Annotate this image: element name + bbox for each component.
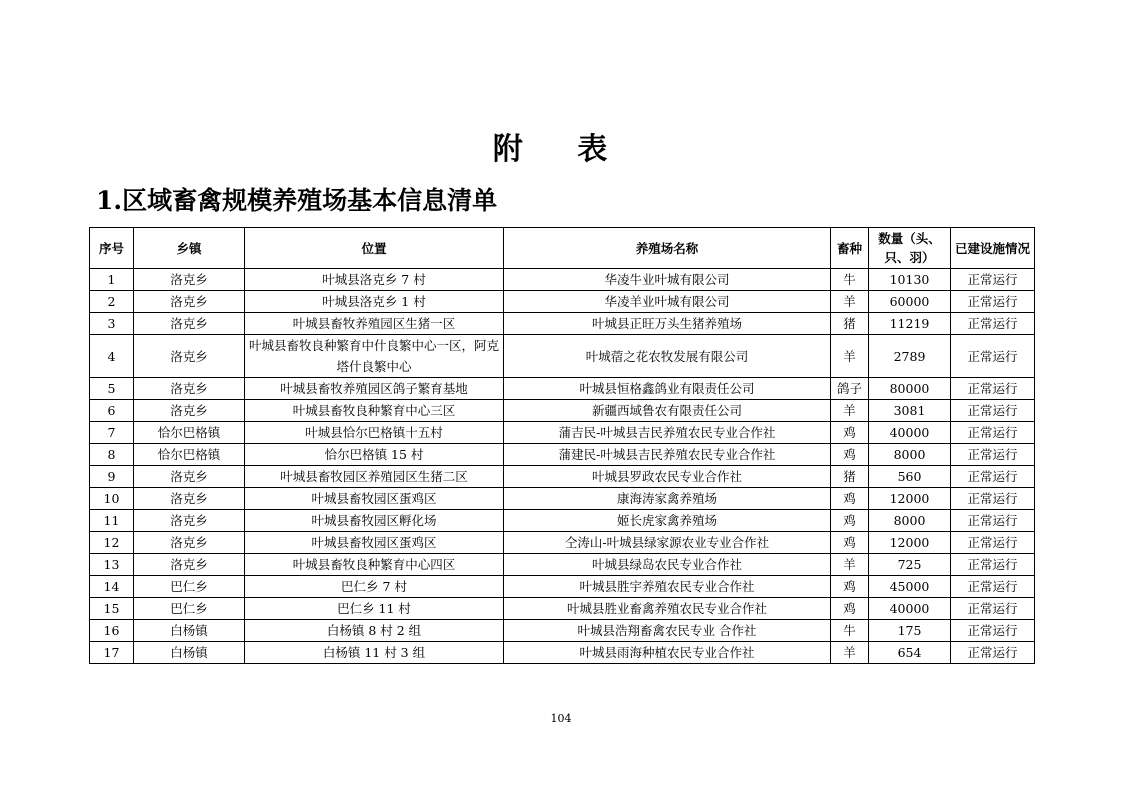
cell-status: 正常运行 (951, 598, 1035, 620)
cell-status: 正常运行 (951, 335, 1035, 378)
cell-location: 叶城县畜牧养殖园区生猪一区 (245, 313, 504, 335)
cell-species: 鸡 (831, 488, 869, 510)
cell-qty: 175 (869, 620, 951, 642)
header-status: 已建设施情况 (951, 228, 1035, 269)
cell-town: 洛克乡 (134, 554, 245, 576)
table-row (90, 269, 1035, 291)
cell-farm: 叶城县绿岛农民专业合作社 (504, 554, 831, 576)
cell-qty: 80000 (869, 378, 951, 400)
cell-species: 牛 (831, 269, 869, 291)
table-row (90, 598, 1035, 620)
cell-species: 猪 (831, 313, 869, 335)
cell-species: 鸡 (831, 532, 869, 554)
table-row (90, 576, 1035, 598)
cell-qty: 40000 (869, 598, 951, 620)
cell-location: 叶城县洛克乡 1 村 (245, 291, 504, 313)
cell-farm: 叶城县浩翔畜禽农民专业 合作社 (504, 620, 831, 642)
cell-status: 正常运行 (951, 422, 1035, 444)
cell-town: 洛克乡 (134, 335, 245, 378)
header-species: 畜种 (831, 228, 869, 269)
cell-qty: 12000 (869, 532, 951, 554)
header-farm: 养殖场名称 (504, 228, 831, 269)
cell-seq: 15 (90, 598, 134, 620)
table-row (90, 444, 1035, 466)
cell-qty: 40000 (869, 422, 951, 444)
cell-qty: 60000 (869, 291, 951, 313)
table-row (90, 422, 1035, 444)
cell-species: 牛 (831, 620, 869, 642)
cell-status: 正常运行 (951, 488, 1035, 510)
cell-town: 洛克乡 (134, 269, 245, 291)
cell-qty: 654 (869, 642, 951, 664)
cell-qty: 2789 (869, 335, 951, 378)
cell-qty: 8000 (869, 444, 951, 466)
table-row (90, 554, 1035, 576)
cell-status: 正常运行 (951, 510, 1035, 532)
cell-seq: 17 (90, 642, 134, 664)
cell-species: 羊 (831, 335, 869, 378)
cell-seq: 10 (90, 488, 134, 510)
cell-town: 洛克乡 (134, 510, 245, 532)
table-row (90, 620, 1035, 642)
cell-seq: 9 (90, 466, 134, 488)
cell-farm: 叶城蓿之花农牧发展有限公司 (504, 335, 831, 378)
cell-qty: 8000 (869, 510, 951, 532)
cell-farm: 华凌牛业叶城有限公司 (504, 269, 831, 291)
cell-location: 叶城县畜牧良种繁育中什良繁中心一区，阿克塔什良繁中心 (245, 335, 504, 378)
cell-location: 恰尔巴格镇 15 村 (245, 444, 504, 466)
header-seq: 序号 (90, 228, 134, 269)
cell-town: 洛克乡 (134, 313, 245, 335)
cell-species: 鸡 (831, 510, 869, 532)
cell-farm: 叶城县正旺万头生猪养殖场 (504, 313, 831, 335)
cell-qty: 11219 (869, 313, 951, 335)
cell-town: 洛克乡 (134, 291, 245, 313)
cell-seq: 3 (90, 313, 134, 335)
cell-species: 羊 (831, 400, 869, 422)
cell-location: 叶城县畜牧养殖园区鸽子繁育基地 (245, 378, 504, 400)
cell-status: 正常运行 (951, 642, 1035, 664)
cell-town: 恰尔巴格镇 (134, 422, 245, 444)
cell-farm: 华凌羊业叶城有限公司 (504, 291, 831, 313)
cell-seq: 7 (90, 422, 134, 444)
cell-species: 鸡 (831, 444, 869, 466)
table-row (90, 400, 1035, 422)
cell-status: 正常运行 (951, 378, 1035, 400)
cell-location: 叶城县畜牧园区蛋鸡区 (245, 488, 504, 510)
cell-qty: 12000 (869, 488, 951, 510)
cell-farm: 叶城县雨海种植农民专业合作社 (504, 642, 831, 664)
cell-qty: 560 (869, 466, 951, 488)
cell-town: 巴仁乡 (134, 576, 245, 598)
cell-location: 叶城县恰尔巴格镇十五村 (245, 422, 504, 444)
table-row (90, 466, 1035, 488)
cell-seq: 4 (90, 335, 134, 378)
cell-seq: 12 (90, 532, 134, 554)
cell-farm: 康海涛家禽养殖场 (504, 488, 831, 510)
cell-farm: 仝涛山-叶城县绿家源农业专业合作社 (504, 532, 831, 554)
page-heading: 附 表 (492, 132, 630, 167)
cell-status: 正常运行 (951, 444, 1035, 466)
cell-species: 猪 (831, 466, 869, 488)
cell-seq: 11 (90, 510, 134, 532)
table-row (90, 291, 1035, 313)
cell-seq: 1 (90, 269, 134, 291)
table-row (90, 335, 1035, 378)
cell-seq: 8 (90, 444, 134, 466)
table-row (90, 510, 1035, 532)
cell-farm: 新疆西域鲁农有限责任公司 (504, 400, 831, 422)
cell-species: 鸡 (831, 576, 869, 598)
cell-location: 叶城县畜牧良种繁育中心四区 (245, 554, 504, 576)
cell-location: 巴仁乡 11 村 (245, 598, 504, 620)
cell-seq: 2 (90, 291, 134, 313)
cell-qty: 3081 (869, 400, 951, 422)
cell-seq: 16 (90, 620, 134, 642)
farm-table (89, 227, 1035, 664)
cell-location: 白杨镇 8 村 2 组 (245, 620, 504, 642)
table-row (90, 378, 1035, 400)
cell-farm: 叶城县胜业畜禽养殖农民专业合作社 (504, 598, 831, 620)
cell-farm: 蒲吉民-叶城县吉民养殖农民专业合作社 (504, 422, 831, 444)
cell-status: 正常运行 (951, 466, 1035, 488)
cell-seq: 13 (90, 554, 134, 576)
header-qty: 数量（头、只、羽） (869, 228, 951, 269)
cell-status: 正常运行 (951, 269, 1035, 291)
cell-status: 正常运行 (951, 554, 1035, 576)
table-row (90, 313, 1035, 335)
cell-qty: 45000 (869, 576, 951, 598)
cell-status: 正常运行 (951, 400, 1035, 422)
cell-town: 白杨镇 (134, 642, 245, 664)
cell-town: 恰尔巴格镇 (134, 444, 245, 466)
cell-town: 洛克乡 (134, 400, 245, 422)
cell-qty: 725 (869, 554, 951, 576)
cell-species: 鸡 (831, 598, 869, 620)
cell-location: 白杨镇 11 村 3 组 (245, 642, 504, 664)
cell-location: 叶城县畜牧良种繁育中心三区 (245, 400, 504, 422)
table-row (90, 532, 1035, 554)
cell-farm: 叶城县胜宇养殖农民专业合作社 (504, 576, 831, 598)
cell-status: 正常运行 (951, 291, 1035, 313)
cell-town: 洛克乡 (134, 466, 245, 488)
cell-status: 正常运行 (951, 313, 1035, 335)
cell-town: 洛克乡 (134, 378, 245, 400)
cell-status: 正常运行 (951, 620, 1035, 642)
cell-location: 叶城县畜牧园区养殖园区生猪二区 (245, 466, 504, 488)
cell-species: 羊 (831, 642, 869, 664)
cell-farm: 叶城县恒格鑫鸽业有限责任公司 (504, 378, 831, 400)
cell-status: 正常运行 (951, 532, 1035, 554)
cell-species: 羊 (831, 554, 869, 576)
cell-seq: 6 (90, 400, 134, 422)
cell-species: 羊 (831, 291, 869, 313)
cell-town: 洛克乡 (134, 488, 245, 510)
cell-species: 鸽子 (831, 378, 869, 400)
section-title: 1.区域畜禽规模养殖场基本信息清单 (96, 186, 498, 215)
cell-farm: 姬长虎家禽养殖场 (504, 510, 831, 532)
table-header-row (90, 228, 1035, 269)
cell-location: 叶城县洛克乡 7 村 (245, 269, 504, 291)
header-location: 位置 (245, 228, 504, 269)
cell-town: 洛克乡 (134, 532, 245, 554)
cell-species: 鸡 (831, 422, 869, 444)
cell-location: 叶城县畜牧园区孵化场 (245, 510, 504, 532)
cell-qty: 10130 (869, 269, 951, 291)
cell-farm: 叶城县罗政农民专业合作社 (504, 466, 831, 488)
table-row (90, 488, 1035, 510)
cell-town: 白杨镇 (134, 620, 245, 642)
cell-status: 正常运行 (951, 576, 1035, 598)
cell-farm: 蒲建民-叶城县吉民养殖农民专业合作社 (504, 444, 831, 466)
cell-town: 巴仁乡 (134, 598, 245, 620)
header-town: 乡镇 (134, 228, 245, 269)
cell-seq: 14 (90, 576, 134, 598)
page-number: 104 (550, 712, 572, 725)
cell-location: 巴仁乡 7 村 (245, 576, 504, 598)
cell-seq: 5 (90, 378, 134, 400)
cell-location: 叶城县畜牧园区蛋鸡区 (245, 532, 504, 554)
table-row (90, 642, 1035, 664)
